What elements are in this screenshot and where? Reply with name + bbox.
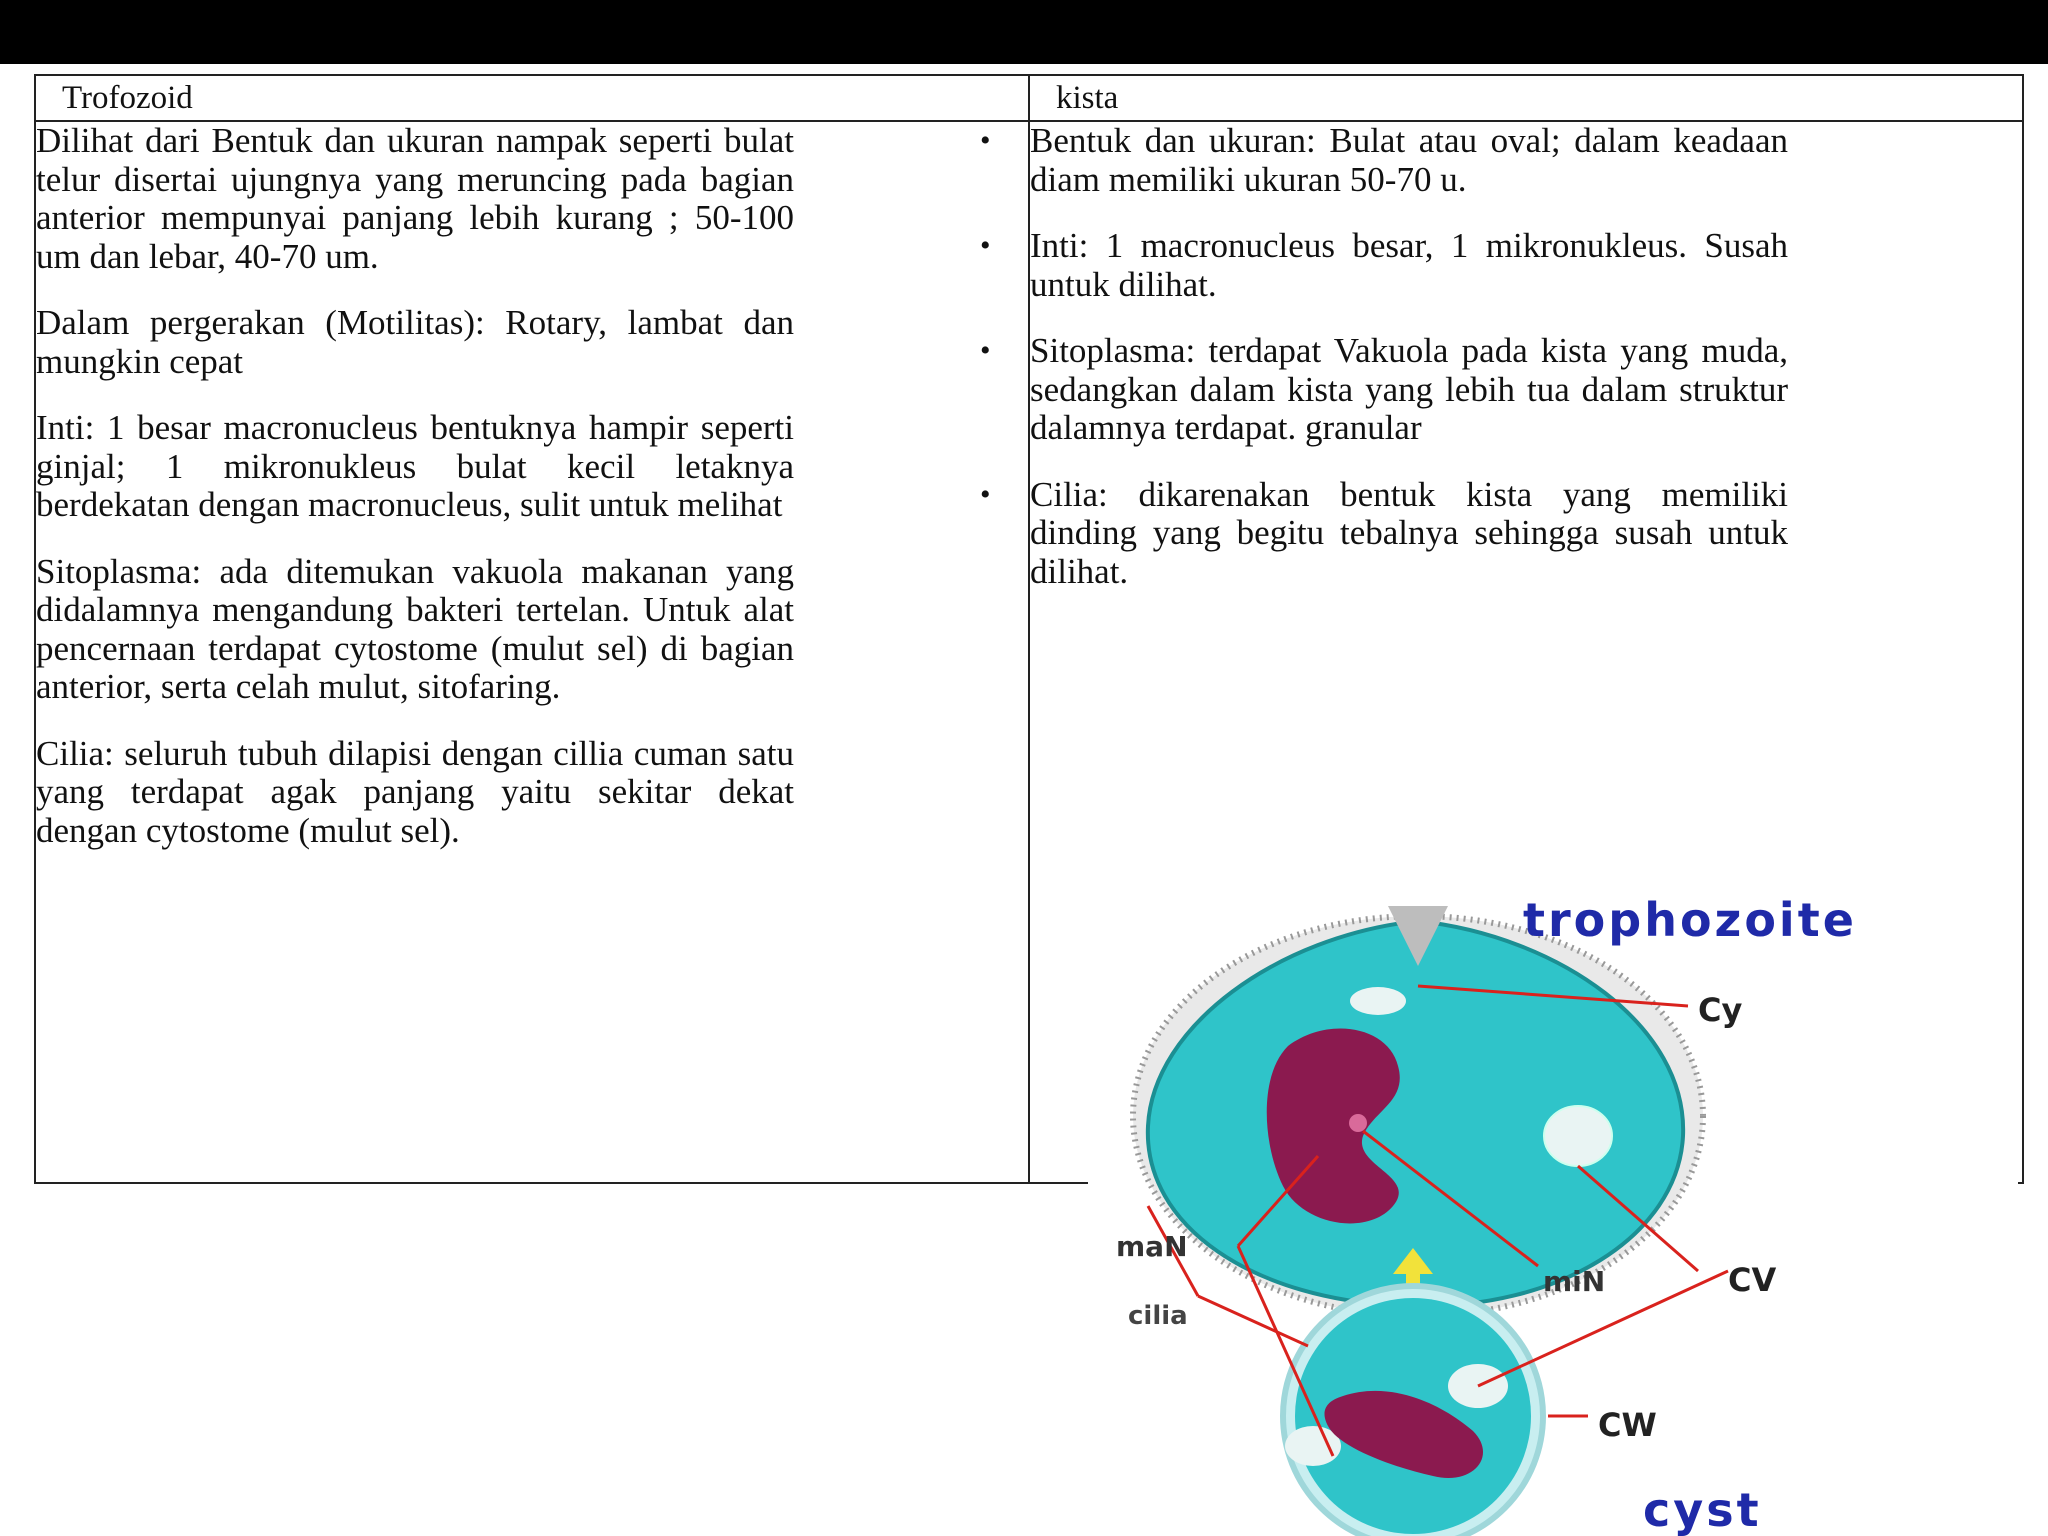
- cyst-title: cyst: [1643, 1483, 1762, 1536]
- header-kista: kista: [1029, 75, 2023, 121]
- header-trofozoid: Trofozoid: [35, 75, 1029, 121]
- list-item: • Inti: 1 macronucleus besar, 1 mikronukleus. Susah untuk dilihat.: [1030, 227, 1788, 304]
- label-cilia: cilia: [1128, 1301, 1188, 1331]
- list-item: • Sitoplasma: terdapat Vakuola pada kista yang muda, sedangkan dalam kista yang lebih tua dalam struktur dalamnya terdapat. granular: [1030, 332, 1788, 448]
- label-min: miN: [1543, 1265, 1606, 1298]
- diagram-svg: [1088, 876, 2018, 1536]
- list-item: • Dilihat dari Bentuk dan ukuran nampak seperti bulat telur disertai ujungnya yang meruncing pada bagian anterior mempunyai panjang lebih kurang ; 50-100 um dan lebar, 40-70 um.: [36, 122, 794, 276]
- balantidium-diagram: [1088, 876, 2018, 1536]
- label-cw: CW: [1598, 1406, 1657, 1444]
- list-item: • Cilia: dikarenakan bentuk kista yang memiliki dinding yang begitu tebalnya sehingga susah untuk dilihat.: [1030, 476, 1788, 592]
- kista-list: [1030, 122, 1788, 591]
- small-vacuole: [1350, 987, 1406, 1015]
- trofozoid-cell: [35, 121, 1029, 1183]
- trophozoite-micronucleus: [1349, 1114, 1367, 1132]
- list-item: • Sitoplasma: ada ditemukan vakuola makanan yang didalamnya mengandung bakteri tertelan. Untuk alat pencernaan terdapat cytostome (mulut sel) di bagian anterior, serta celah mulut, sitofaring.: [36, 553, 794, 707]
- label-cv: CV: [1728, 1261, 1777, 1299]
- trofozoid-list: [36, 122, 794, 850]
- list-item: • Inti: 1 besar macronucleus bentuknya hampir seperti ginjal; 1 mikronukleus bulat kecil letaknya berdekatan dengan macronucleus, sulit untuk melihat: [36, 409, 794, 525]
- trophozoite-vacuole: [1544, 1106, 1612, 1166]
- label-man: maN: [1116, 1230, 1188, 1263]
- list-item: • Cilia: seluruh tubuh dilapisi dengan cillia cuman satu yang terdapat agak panjang yaitu sekitar dekat dengan cytostome (mulut sel).: [36, 735, 794, 851]
- list-item: • Bentuk dan ukuran: Bulat atau oval; dalam keadaan diam memiliki ukuran 50-70 u.: [1030, 122, 1788, 199]
- list-item: • Dalam pergerakan (Motilitas): Rotary, lambat dan mungkin cepat: [36, 304, 794, 381]
- trophozoite-title: trophozoite: [1523, 893, 1857, 947]
- label-cy: Cy: [1698, 991, 1743, 1029]
- top-black-bar: [0, 0, 2048, 64]
